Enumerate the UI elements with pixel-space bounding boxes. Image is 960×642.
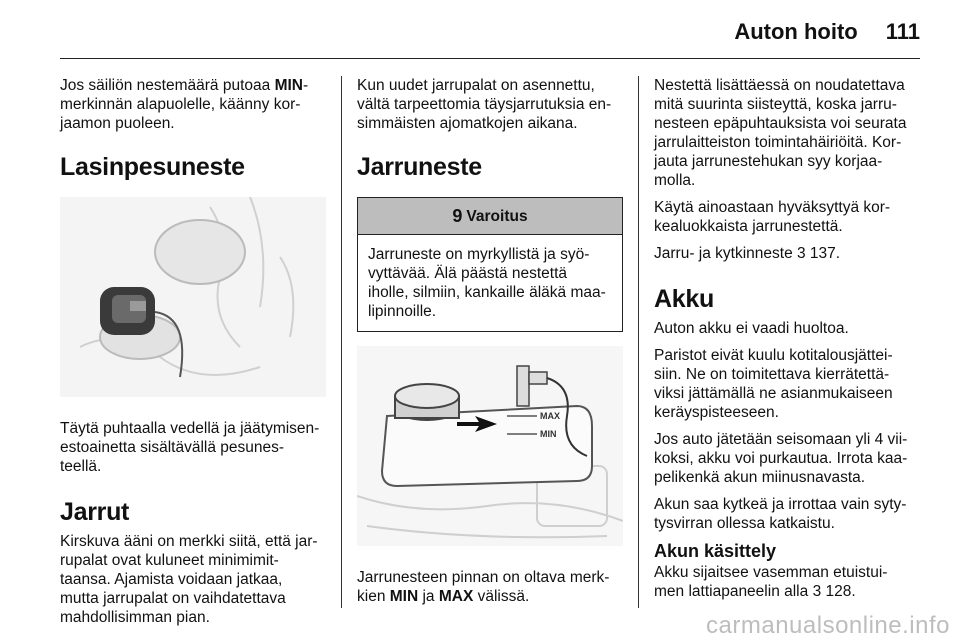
column-divider-2 [638, 76, 639, 608]
heading-brakes: Jarrut [60, 498, 130, 526]
min-keyword: MIN [274, 77, 303, 94]
page-reference-icon[interactable]: 3 [812, 583, 822, 600]
fluid-level-paragraph: Jarrunesteen pinnan on oltava merk- kien MIN ja MAX välissä. [357, 569, 610, 605]
column-2 [357, 76, 623, 614]
washer-instructions: Täytä puhtaalla vedellä ja jäätymisen- estoainetta sisältävällä pesunes- teellä. [60, 420, 320, 475]
min-keyword: MIN [389, 588, 419, 605]
battery-recycling-paragraph: Paristot eivät kuulu kotitalousjättei- siin. Ne on toimitettava kierrätettä- viksi jättämällä ne asianmukaiseen keräyspisteeseen. [654, 347, 893, 421]
warning-header [358, 198, 622, 235]
warning-title: Varoitus [466, 207, 528, 225]
header-divider [60, 58, 920, 59]
warning-text: Jarruneste on myrkyllistä ja syö- vyttävää. Älä päästä nestettä iholle, silmiin, kankaille äläkä maa- lipinnoille. [368, 246, 606, 320]
figure-min-label: MIN [540, 429, 557, 439]
battery-maintenance-paragraph: Auton akku ei vaadi huoltoa. [654, 320, 849, 337]
max-keyword: MAX [438, 588, 474, 605]
heading-brake-fluid: Jarruneste [357, 153, 482, 181]
new-pads-paragraph: Kun uudet jarrupalat on asennettu, vältä tarpeettomia täysjarrutuksia en- simmäisten ajomatkojen aikana. [357, 77, 612, 132]
washer-reservoir-illustration [60, 197, 326, 397]
page-header [734, 14, 920, 50]
subheading-battery-handling: Akun käsittely [654, 541, 777, 561]
battery-location-paragraph: Akku sijaitsee vasemman etuistui- men lattiapaneelin alla 3 128. [654, 564, 888, 600]
column-1 [60, 76, 330, 635]
intro-paragraph: Jos säiliön nestemäärä putoaa MIN- merkinnän alapuolelle, käänny kor- jaamon puoleen. [60, 77, 309, 132]
approved-fluid-paragraph: Käytä ainoastaan hyväksyttyä kor- kealuokkaista jarrunestettä. [654, 199, 891, 235]
page-number: 111 [885, 19, 920, 44]
cleanliness-paragraph: Nestettä lisättäessä on noudatettava mitä suurinta siisteyttä, koska jarru- nesteen epäpuhtauksista voi seurata jarrulaitteiston toimintahäiriöitä. Kor- jauta jarrunestehukan syy korjaa- molla. [654, 77, 907, 189]
figure-max-label: MAX [540, 411, 560, 421]
watermark: carmanualsonline.info [706, 612, 950, 639]
brake-fluid-reservoir-illustration [357, 346, 623, 546]
brakes-paragraph: Kirskuva ääni on merkki siitä, että jar- rupalat ovat kuluneet minimimit- taansa. Ajamista voidaan jatkaa, mutta jarrupalat on vaihdatettava mahdollisimman pian. [60, 533, 318, 626]
battery-connect-paragraph: Akun saa kytkeä ja irrottaa vain syty- tysvirran ollessa katkaistu. [654, 496, 907, 532]
column-3 [654, 76, 926, 609]
warning-triangle-icon: 9 [452, 205, 463, 226]
page-reference-icon[interactable]: 3 [797, 245, 806, 262]
column-divider-1 [341, 76, 342, 608]
heading-battery: Akku [654, 285, 714, 313]
header-title: Auton hoito [734, 19, 858, 44]
heading-washer-fluid: Lasinpesuneste [60, 153, 245, 181]
fluid-reference-paragraph: Jarru- ja kytkinneste 3 137. [654, 245, 841, 262]
battery-storage-paragraph: Jos auto jätetään seisomaan yli 4 vii- koksi, akku voi purkautua. Irrota kaa- pelikenkä akun miinusnavasta. [654, 431, 908, 486]
warning-box [357, 197, 623, 332]
